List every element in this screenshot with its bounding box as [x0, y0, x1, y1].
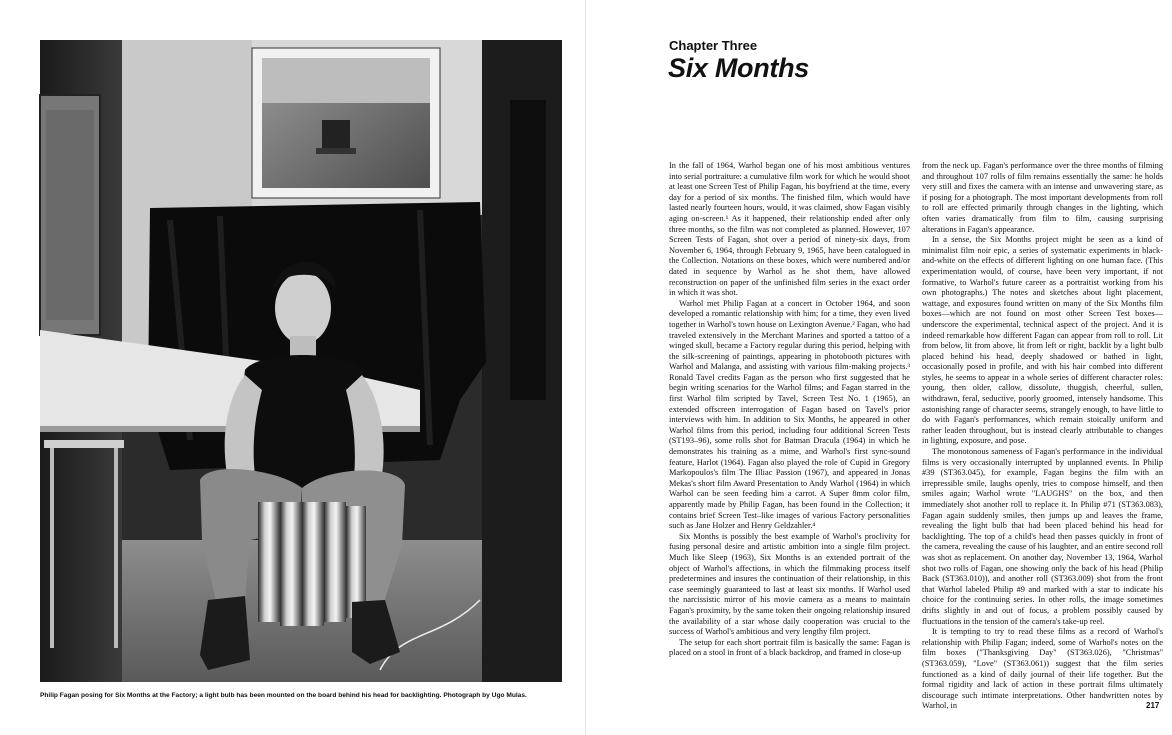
- chapter-title: Six Months: [668, 53, 810, 83]
- photograph: [40, 40, 562, 682]
- paragraph: It is tempting to try to read these films as a record of Warhol's relationship with Philip Fagan; indeed, some of Warhol's notes on the film boxes ("Thanksgiving Day" (ST363.026), "Christmas" (ST363.059), "Love" (ST363.061)) suggest that the film series functioned as a kind of daily journal of their life together. But the formal rigidity and lack of action in these portrait films ultimately discourage such intimate interpretations. Other handwritten notes by Warhol, in: [922, 627, 1163, 711]
- paragraph: from the neck up. Fagan's performance over the three months of filming and throughout 107 rolls of film remains essentially the same: he holds very still and fixes the camera with an intense and unwavering stare, as if posing for a photograph. The most important developments from roll to roll are effected primarily through changes in the lighting, which often varies dramatically from film to film, causing surprising alterations in Fagan's appearance.: [922, 161, 1163, 234]
- paragraph: Warhol met Philip Fagan at a concert in October 1964, and soon developed a romantic relationship with him; for a time, they even lived together in Warhol's town house on Lexington Avenue.² Fagan, who had traveled extensively in the Merchant Marines and sported a tattoo of a winged skull, became a Factory regular during this period, helping with the silk-screening of paintings, appearing in photobooth pictures with Warhol and Malanga, and assisting with various film-making projects.³ Ronald Tavel credits Fagan as the person who first suggested that he begin writing scenarios for the Warhol films; and Fagan starred in the first Warhol film scripted by Tavel, Screen Test No. 1 (1965), an extended offscreen interrogation of Fagan based on Tavel's prior interviews with him. In addition to Six Months, he appeared in other Warhol films from this period, including four additional Screen Tests (ST193–96), some rolls shot for Batman Dracula (1964) in which he demonstrates his training as a mime, and Warhol's first sync-sound feature, Harlot (1964). Fagan also played the role of Cupid in Gregory Markopoulos's film The Illiac Passion (1967), and appeared in Jonas Mekas's short film Award Presentation to Andy Warhol (1964) in which Warhol can be seen feeding him a carrot. A Super 8mm color film, apparently made by Philip Fagan, has been found in the Collection; it contains brief Screen Test–like images of various Factory personalities such as Jane Holzer and Henry Geldzahler.⁴: [669, 298, 910, 531]
- photograph-illustration: [40, 40, 562, 682]
- paragraph: The monotonous sameness of Fagan's performance in the individual films is very occasionally interrupted by unplanned events. In Philip #39 (ST363.045), for example, Fagan begins the film with an irrepressible smile, laughs openly, tries to compose himself, and then smiles again; Warhol wrote "LAUGHS" on the box, and then immediately shot another roll to replace it. In Philip #71 (ST363.083), Fagan again suddenly smiles, then jumps up and leaves the frame, revealing the light bulb that had been placed behind his head for backlighting. The top of a child's head then passes quickly in front of the camera, revealing the cause of his laughter, and an entire second roll was shot as replacement. On another day, November 13, 1964, Warhol shot two rolls of Fagan, one showing only the back of his head (Philip Back (ST363.010)), and another roll (ST363.009) shot from the front that Warhol labeled Philip #9 and marked with a star to indicate his choice for the continuing series. In other rolls, the image sometimes drifts slightly in and out of focus, a problem possibly caused by fluctuations in the tension of the camera's take-up reel.: [922, 447, 1163, 626]
- paragraph: The setup for each short portrait film is basically the same: Fagan is placed on a stool in front of a black backdrop, and framed in close-up: [669, 637, 910, 658]
- page-number: 217: [1146, 701, 1160, 710]
- paragraph: In the fall of 1964, Warhol began one of his most ambitious ventures into serial portraiture: a cumulative film work for which he would shoot at least one Screen Test of Philip Fagan, his boyfriend at the time, every day for a period of six months. The finished film, which would have lasted nearly fourteen hours, would, it was claimed, show Fagan visibly aging on-screen.¹ As it happened, their relationship ended after only three months, so the film was not completed as planned. However, 107 Screen Tests of Fagan, shot over a period of ninety-six days, from November 6, 1964, through February 9, 1965, have been catalogued in the Collection. Notations on these boxes, which were numbered and/or dated in sequence by Warhol as he shot them, have allowed reconstruction on paper of the unfinished film series in the exact order in which it was shot.: [669, 161, 910, 298]
- text-column-left: [669, 161, 910, 681]
- page-gutter: [585, 0, 586, 735]
- paragraph: Six Months is possibly the best example of Warhol's proclivity for fusing personal desire and artistic ambition into a single film project. Much like Sleep (1963), Six Months is an extended portrait of the object of Warhol's affections, in which the filmmaking process itself predetermines and insures the continuation of their relationship, in this case seemingly guaranteed to last at least six months. If Warhol used the narcissistic mirror of his movie camera as a means to maintain Fagan's proximity, by the same token their ongoing relationship insured the availability of a star whose daily cooperation was crucial to the success of Warhol's ambitious and very lengthy film project.: [669, 531, 910, 637]
- chapter-label: Chapter Three: [669, 38, 758, 53]
- paragraph: In a sense, the Six Months project might be seen as a kind of minimalist film noir epic, a series of systematic experiments in black-and-white on the effects of different lighting on one human face. (This experimentation would, of course, have been very important, if not formative, to Warhol's future career as a portraitist working from his own photographs.) The notes and sketches about light placement, wattage, and exposures found written on many of the Six Months film boxes—which are not found on most other Screen Test boxes—underscore the experimental, technical aspect of the project. And it is indeed remarkable how different Fagan can appear from roll to roll. Lit from below, lit from above, lit from left or right, backlit by a light bulb placed behind his head, deeply shadowed or bathed in light, occasionally posed in profile, and with his hair combed into different styles, he seems to appear in a whole series of different character roles: young, then older, callow, dissolute, thuggish, cheerful, sullen, withdrawn, feral, seductive, poorly groomed, intensely handsome. This astonishing range of character seems, strangely enough, to have little to do with Fagan's performances, which remain stoically uniform and rather leaden throughout, but is instead clearly attributable to changes in lighting, exposure, and pose.: [922, 235, 1163, 446]
- photo-caption: Philip Fagan posing for Six Months at the Factory; a light bulb has been mounted on the board behind his head for backlighting. Photograph by Ugo Mulas.: [40, 692, 527, 699]
